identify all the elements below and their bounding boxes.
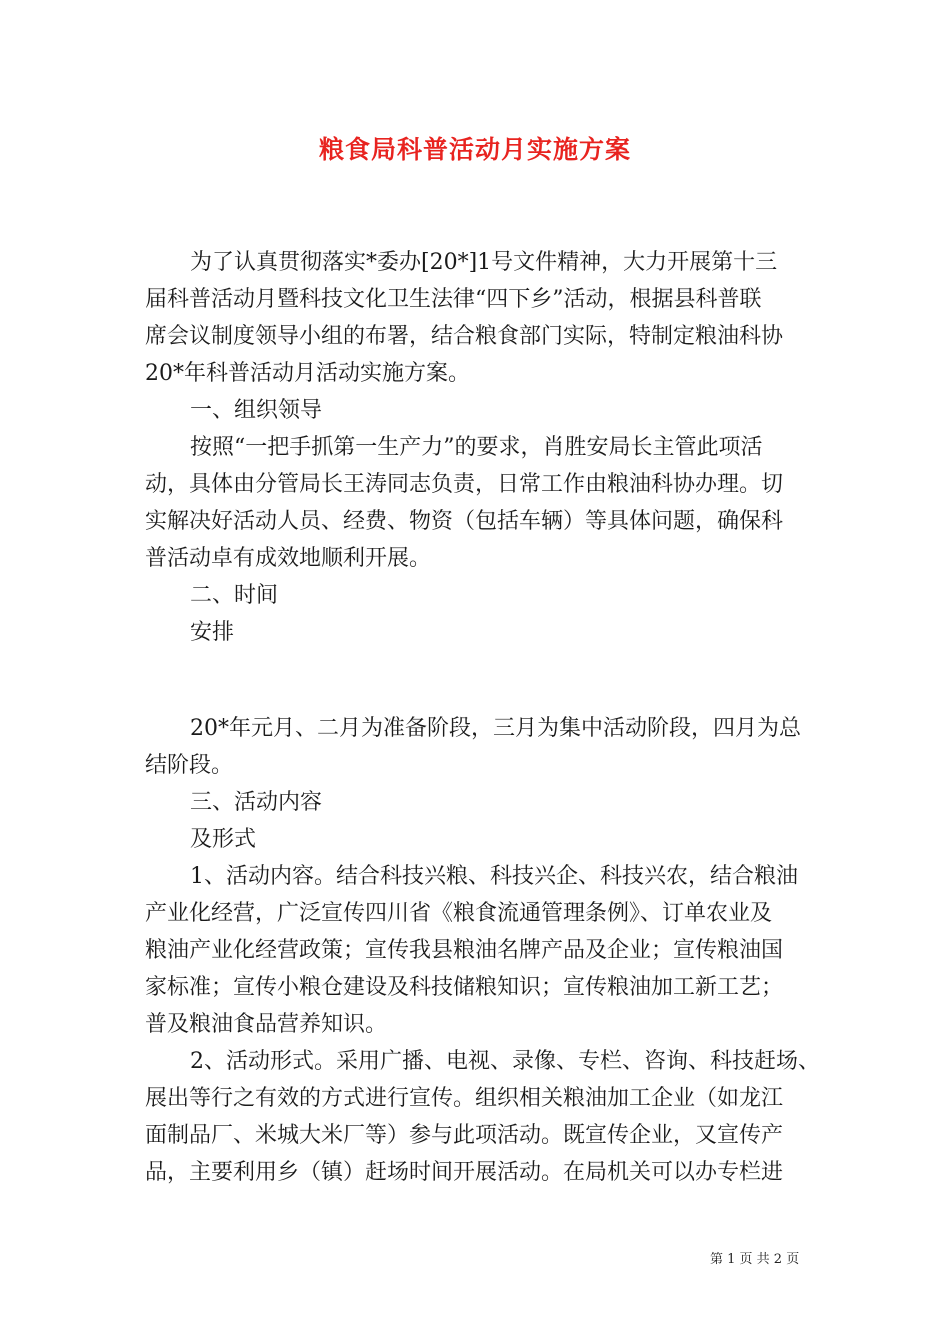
body-line: 20*年元月、二月为准备阶段，三月为集中活动阶段，四月为总	[190, 716, 801, 741]
body-line: 按照“一把手抓第一生产力”的要求，肖胜安局长主管此项活	[190, 435, 763, 460]
body-line: 普及粮油食品营养知识。	[145, 1012, 388, 1037]
body-line: 普活动卓有成效地顺利开展。	[145, 546, 432, 571]
body-line: 动，具体由分管局长王涛同志负责，日常工作由粮油科协办理。切	[145, 472, 784, 497]
section-heading: 三、活动内容	[190, 790, 323, 815]
section-heading: 安排	[190, 620, 235, 645]
body-line: 品，主要利用乡（镇）赶场时间开展活动。在局机关可以办专栏进	[145, 1160, 784, 1185]
page-number: 第 1 页 共 2 页	[710, 1252, 800, 1267]
document-title: 粮食局科普活动月实施方案	[318, 135, 631, 164]
body-line: 粮油产业化经营政策；宣传我县粮油名牌产品及企业；宣传粮油国	[145, 938, 784, 963]
body-line: 届科普活动月暨科技文化卫生法律“四下乡”活动，根据县科普联	[145, 287, 762, 312]
body-line: 20*年科普活动月活动实施方案。	[145, 361, 470, 386]
section-heading: 及形式	[190, 827, 257, 852]
body-line: 家标准；宣传小粮仓建设及科技储粮知识；宣传粮油加工新工艺；	[145, 975, 784, 1000]
body-line: 为了认真贯彻落实*委办[20*]1号文件精神，大力开展第十三	[190, 250, 778, 275]
body-line: 面制品厂、米城大米厂等）参与此项活动。既宣传企业，又宣传产	[145, 1123, 784, 1148]
body-line: 2、活动形式。采用广播、电视、录像、专栏、咨询、科技赶场、	[190, 1049, 820, 1074]
section-heading: 二、时间	[190, 583, 279, 608]
body-line: 结阶段。	[145, 753, 234, 778]
body-line: 实解决好活动人员、经费、物资（包括车辆）等具体问题，确保科	[145, 509, 784, 534]
section-heading: 一、组织领导	[190, 398, 323, 423]
body-line: 席会议制度领导小组的布署，结合粮食部门实际，特制定粮油科协	[145, 324, 784, 349]
body-line: 1、活动内容。结合科技兴粮、科技兴企、科技兴农，结合粮油	[190, 864, 798, 889]
body-line: 产业化经营，广泛宣传四川省《粮食流通管理条例》、订单农业及	[145, 901, 773, 926]
body-line: 展出等行之有效的方式进行宣传。组织相关粮油加工企业（如龙江	[145, 1086, 784, 1111]
